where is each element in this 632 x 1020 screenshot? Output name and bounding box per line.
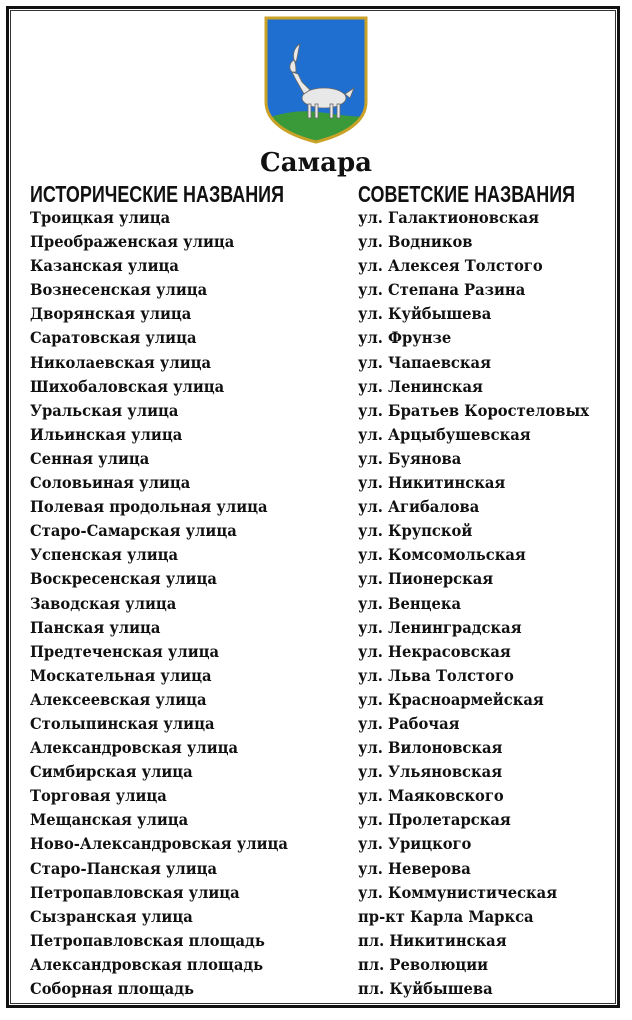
historical-name: Шихобаловская улица	[30, 376, 225, 396]
table-row	[0, 977, 632, 1001]
table-row	[0, 953, 632, 977]
soviet-name: пл. Куйбышева	[358, 979, 493, 998]
soviet-name: ул. Агибалова	[358, 497, 480, 517]
table-row	[0, 230, 632, 254]
historical-name: Троицкая улица	[30, 208, 171, 227]
soviet-name: ул. Ленинградская	[358, 617, 522, 637]
table-row	[0, 326, 632, 350]
historical-name: Воскресенская улица	[30, 569, 217, 589]
table-row	[0, 254, 632, 278]
historical-name: Вознесенская улица	[30, 280, 208, 300]
table-row	[0, 543, 632, 567]
table-row	[0, 808, 632, 832]
soviet-name: ул. Урицкого	[358, 834, 472, 854]
table-row	[0, 929, 632, 953]
table-row	[0, 664, 632, 688]
table-row	[0, 471, 632, 495]
soviet-name: ул. Водников	[358, 232, 473, 252]
table-row	[0, 736, 632, 760]
table-row	[0, 447, 632, 471]
historical-name: Столыпинская улица	[30, 713, 215, 733]
soviet-name: ул. Маяковского	[358, 786, 504, 806]
table-row	[0, 616, 632, 640]
table-row	[0, 688, 632, 712]
soviet-name: ул. Венцека	[358, 593, 462, 613]
historical-name: Александровская площадь	[30, 954, 264, 974]
historical-name: Петропавловская площадь	[30, 930, 265, 950]
soviet-name: ул. Ленинская	[358, 376, 483, 396]
soviet-name: ул. Степана Разина	[358, 280, 526, 300]
historical-name: Александровская улица	[30, 738, 239, 758]
table-row	[0, 832, 632, 856]
historical-name: Полевая продольная улица	[30, 497, 268, 517]
soviet-name: ул. Комсомольская	[358, 545, 526, 565]
table-row	[0, 375, 632, 399]
soviet-name: ул. Крупской	[358, 521, 473, 541]
table-row	[0, 351, 632, 375]
soviet-names-heading: СОВЕТСКИЕ НАЗВАНИЯ	[358, 181, 576, 207]
soviet-name: ул. Арцыбушевская	[358, 424, 531, 444]
historical-names-heading: ИСТОРИЧЕСКИЕ НАЗВАНИЯ	[30, 181, 284, 207]
soviet-name: ул. Коммунистическая	[358, 882, 558, 902]
table-row	[0, 302, 632, 326]
soviet-name: ул. Неверова	[358, 858, 471, 878]
soviet-name: ул. Никитинская	[358, 473, 506, 493]
historical-name: Дворянская улица	[30, 304, 192, 324]
historical-name: Предтеченская улица	[30, 641, 220, 661]
historical-name: Николаевская улица	[30, 352, 212, 372]
historical-name: Уральская улица	[30, 400, 179, 420]
soviet-name: ул. Вилоновская	[358, 738, 503, 758]
soviet-name: ул. Рабочая	[358, 713, 460, 733]
table-row	[0, 495, 632, 519]
table-row	[0, 640, 632, 664]
table-row	[0, 905, 632, 929]
table-row	[0, 206, 632, 230]
table-row	[0, 712, 632, 736]
page-title: Самара	[260, 148, 372, 178]
table-row	[0, 784, 632, 808]
table-row	[0, 399, 632, 423]
samara-coat-of-arms-icon	[262, 16, 370, 144]
soviet-name: ул. Пионерская	[358, 569, 494, 589]
soviet-name: пр-кт Карла Маркса	[358, 906, 534, 926]
table-row	[0, 423, 632, 447]
soviet-name: ул. Буянова	[358, 448, 462, 468]
table-row	[0, 278, 632, 302]
historical-name: Алексеевская улица	[30, 689, 207, 709]
soviet-name: ул. Пролетарская	[358, 810, 511, 830]
table-row	[0, 760, 632, 784]
table-row	[0, 857, 632, 881]
soviet-name: ул. Братьев Коростеловых	[358, 400, 590, 420]
street-names-list	[0, 206, 632, 1001]
historical-name: Петропавловская улица	[30, 882, 240, 902]
historical-name: Старо-Панская улица	[30, 858, 218, 878]
historical-name: Успенская улица	[30, 545, 179, 565]
soviet-name: ул. Ульяновская	[358, 762, 503, 782]
historical-name: Казанская улица	[30, 256, 179, 276]
table-row	[0, 881, 632, 905]
historical-name: Саратовская улица	[30, 328, 197, 348]
historical-name: Сызранская улица	[30, 906, 193, 926]
historical-name: Сенная улица	[30, 448, 150, 468]
historical-name: Панская улица	[30, 617, 161, 637]
historical-name: Мещанская улица	[30, 810, 189, 830]
soviet-name: ул. Чапаевская	[358, 352, 491, 372]
historical-name: Москательная улица	[30, 665, 212, 685]
soviet-name: ул. Алексея Толстого	[358, 256, 543, 276]
historical-name: Симбирская улица	[30, 762, 193, 782]
soviet-name: ул. Фрунзе	[358, 328, 452, 348]
soviet-name: ул. Льва Толстого	[358, 665, 514, 685]
soviet-name: ул. Красноармейская	[358, 689, 544, 709]
historical-name: Преображенская улица	[30, 232, 235, 252]
historical-name: Заводская улица	[30, 593, 177, 613]
soviet-name: ул. Куйбышева	[358, 304, 492, 324]
historical-name: Соборная площадь	[30, 979, 195, 998]
table-row	[0, 519, 632, 543]
soviet-name: ул. Галактионовская	[358, 208, 539, 227]
historical-name: Старо-Самарская улица	[30, 521, 237, 541]
historical-name: Ильинская улица	[30, 424, 183, 444]
table-row	[0, 592, 632, 616]
soviet-name: пл. Революции	[358, 954, 489, 974]
historical-name: Торговая улица	[30, 786, 167, 806]
table-row	[0, 567, 632, 591]
historical-name: Ново-Александровская улица	[30, 834, 288, 854]
soviet-name: ул. Некрасовская	[358, 641, 511, 661]
soviet-name: пл. Никитинская	[358, 930, 507, 950]
historical-name: Соловьиная улица	[30, 473, 191, 493]
